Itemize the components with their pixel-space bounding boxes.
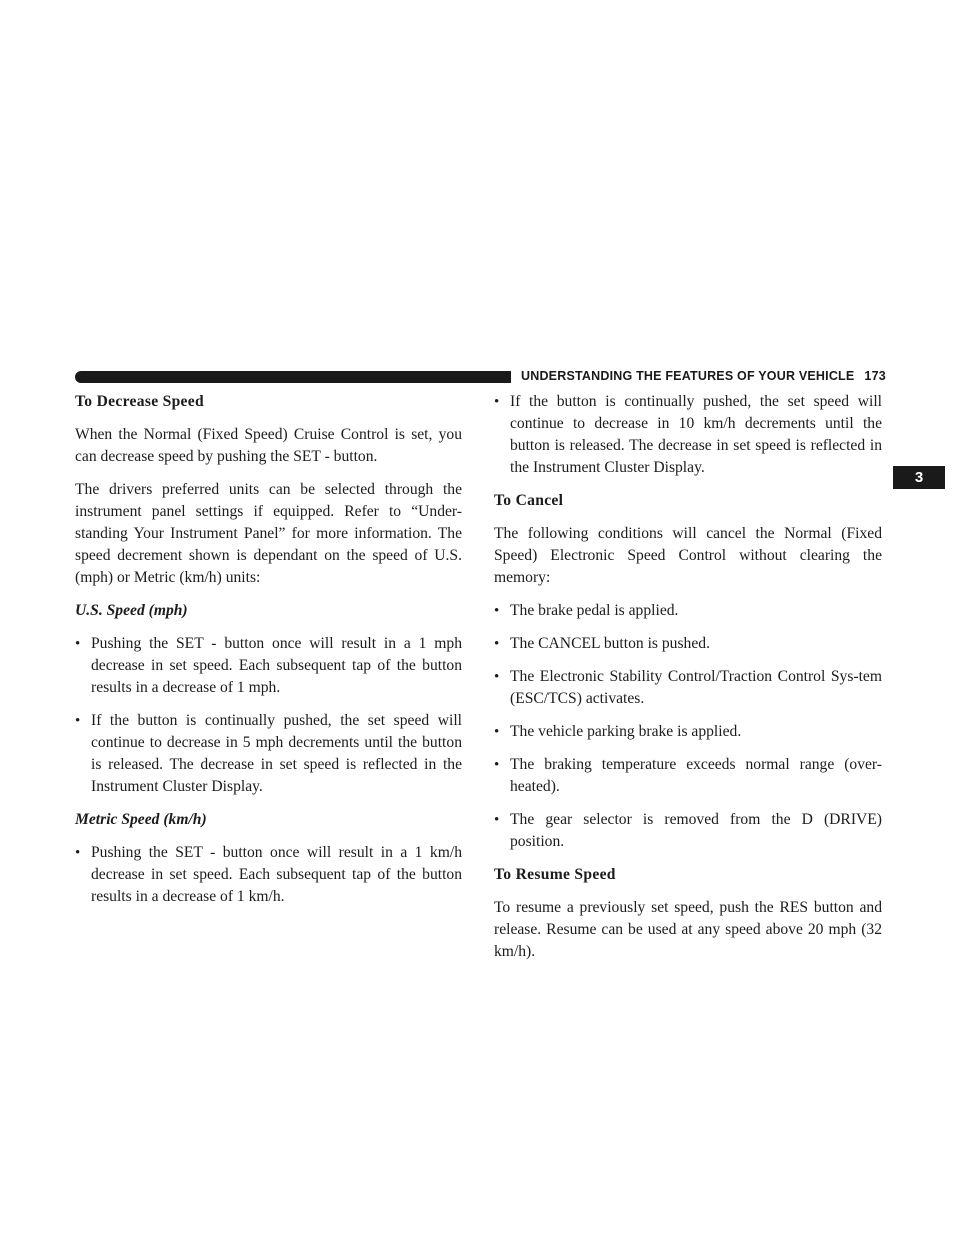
bullet-icon: • (494, 636, 500, 652)
bullet-icon: • (494, 757, 500, 773)
bullet-icon: • (494, 724, 500, 740)
list-item: • The vehicle parking brake is applied. (494, 721, 882, 743)
bullet-icon: • (75, 636, 81, 652)
cancel-conditions-list (494, 600, 882, 853)
decrease-speed-heading: To Decrease Speed (75, 393, 204, 410)
chapter-tab (893, 466, 945, 489)
metric-speed-heading: Metric Speed (km/h) (75, 811, 207, 828)
resume-speed-heading: To Resume Speed (494, 866, 616, 883)
us-speed-list (75, 633, 462, 798)
bullet-icon: • (75, 713, 81, 729)
running-header (521, 369, 886, 383)
page-number: 173 (864, 369, 886, 383)
bullet-icon: • (75, 845, 81, 861)
chapter-number: 3 (914, 469, 924, 486)
list-item: • The CANCEL button is pushed. (494, 633, 882, 655)
section-title: UNDERSTANDING THE FEATURES OF YOUR VEHICLE (521, 369, 855, 383)
resume-paragraph: To resume a previously set speed, push the RES button and release. Resume can be used at any speed above 20 mph (32 km/h). (494, 899, 882, 960)
bullet-icon: • (494, 603, 500, 619)
list-item: • The gear selector is removed from the D (DRIVE) position. (494, 811, 882, 850)
left-column (75, 391, 462, 919)
list-item: • The brake pedal is applied. (494, 600, 882, 622)
list-item: • If the button is continually pushed, the set speed will continue to decrease in 10 km/h decrements until the button is released. The decrease in set speed is reflected in the Instrument Cluster Display. (494, 393, 882, 476)
metric-speed-list (75, 842, 462, 908)
cancel-intro-paragraph: The following conditions will cancel the Normal (Fixed Speed) Electronic Speed Control without clearing the memory: (494, 525, 882, 586)
units-paragraph: The drivers preferred units can be selected through the instrument panel settings if equipped. Refer to “Under-standing Your Instrument Panel” for more information. The speed decrement shown is dependant on the speed of U.S. (mph) or Metric (km/h) units: (75, 481, 462, 586)
list-item: • The braking temperature exceeds normal range (over-heated). (494, 756, 882, 795)
cancel-heading: To Cancel (494, 492, 564, 509)
list-item: • Pushing the SET - button once will result in a 1 mph decrease in set speed. Each subsequent tap of the button results in a decrease of 1 mph. (75, 635, 462, 696)
metric-speed-list-continued (494, 391, 882, 479)
decrease-intro-paragraph: When the Normal (Fixed Speed) Cruise Control is set, you can decrease speed by pushing the SET - button. (75, 426, 462, 465)
list-item: • The Electronic Stability Control/Traction Control Sys-tem (ESC/TCS) activates. (494, 668, 882, 707)
right-column (494, 391, 882, 974)
list-item: • Pushing the SET - button once will result in a 1 km/h decrease in set speed. Each subsequent tap of the button results in a decrease of 1 km/h. (75, 844, 462, 905)
bullet-icon: • (494, 394, 500, 410)
bullet-icon: • (494, 669, 500, 685)
header-rule (75, 371, 511, 383)
bullet-icon: • (494, 812, 500, 828)
us-speed-heading: U.S. Speed (mph) (75, 602, 188, 619)
list-item: • If the button is continually pushed, the set speed will continue to decrease in 5 mph decrements until the button is released. The decrease in set speed is reflected in the Instrument Cluster Display. (75, 712, 462, 795)
